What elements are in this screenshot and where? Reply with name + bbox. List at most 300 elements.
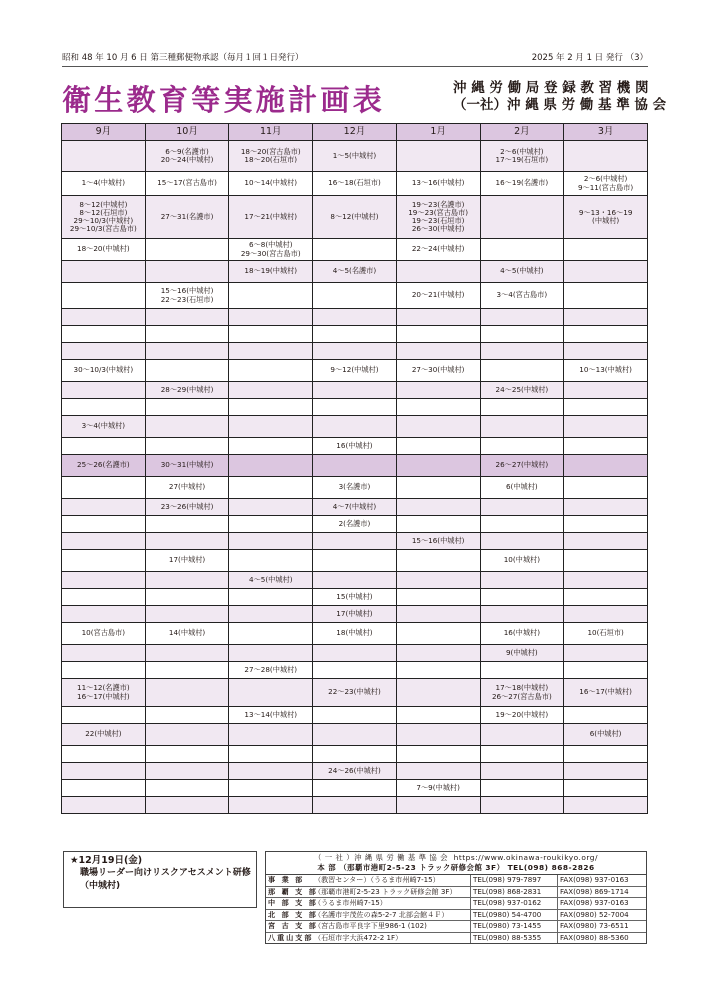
branch-address: （名護市宇茂佐の森5-2-7 北部会館４Ｆ） (312, 909, 471, 921)
schedule-cell (62, 589, 146, 606)
schedule-cell (229, 724, 313, 746)
schedule-cell (229, 533, 313, 550)
schedule-cell (229, 516, 313, 533)
schedule-cell: 19〜23(名護市) 19〜23(宮古島市) 19〜23(石垣市) 26〜30(中城村) (396, 196, 480, 239)
head-office-line: 本 部 （那覇市港町2-5-23 トラック研修会館 3F） TEL(098) 868-2826 (317, 863, 595, 872)
branch-address: （宮古島市平良字下里986-1 (102) (312, 921, 471, 933)
schedule-cell (480, 516, 564, 533)
schedule-row (62, 623, 648, 645)
schedule-cell (396, 623, 480, 645)
schedule-cell (229, 399, 313, 416)
schedule-cell (62, 662, 146, 679)
schedule-cell (313, 645, 397, 662)
schedule-cell (62, 645, 146, 662)
schedule-cell (396, 724, 480, 746)
schedule-cell (564, 239, 648, 261)
schedule-row (62, 382, 648, 399)
schedule-row (62, 780, 648, 797)
schedule-cell: 2〜6(中城村) 9〜11(宮古島市) (564, 172, 648, 196)
schedule-cell (62, 326, 146, 343)
branch-list (266, 875, 646, 943)
schedule-cell: 17〜18(中城村) 26〜27(宮古島市) (480, 679, 564, 707)
branch-fax: FAX(0980) 88-5360 (558, 932, 647, 943)
branch-fax: FAX(0980) 52-7004 (558, 909, 647, 921)
schedule-cell (564, 283, 648, 309)
schedule-row (62, 141, 648, 172)
schedule-cell: 22〜24(中城村) (396, 239, 480, 261)
schedule-cell (480, 438, 564, 455)
schedule-cell (313, 724, 397, 746)
schedule-cell (564, 261, 648, 283)
schedule-cell (313, 533, 397, 550)
schedule-cell (396, 763, 480, 780)
schedule-cell: 2(名護市) (313, 516, 397, 533)
schedule-cell (396, 309, 480, 326)
schedule-cell (62, 707, 146, 724)
schedule-row (62, 261, 648, 283)
schedule-cell (564, 499, 648, 516)
note-course-title: 職場リーダー向けリスクアセスメント研修 （中城村) (80, 868, 251, 891)
schedule-cell (229, 797, 313, 814)
schedule-cell (145, 399, 229, 416)
schedule-cell (229, 780, 313, 797)
schedule-cell (145, 662, 229, 679)
schedule-cell: 15〜16(中城村) (396, 533, 480, 550)
schedule-row (62, 533, 648, 550)
schedule-cell (229, 283, 313, 309)
schedule-cell: 16〜17(中城村) (564, 679, 648, 707)
schedule-cell (229, 623, 313, 645)
schedule-cell (62, 606, 146, 623)
branch-address: （石垣市字大浜472-2 1F） (312, 932, 471, 943)
note-date: ★12月19日(金) (70, 855, 143, 866)
schedule-cell (480, 780, 564, 797)
schedule-cell (229, 360, 313, 382)
schedule-row (62, 763, 648, 780)
schedule-cell (229, 382, 313, 399)
schedule-cell (564, 516, 648, 533)
branch-tel: TEL(098) 868-2831 (471, 886, 558, 898)
schedule-row (62, 196, 648, 239)
schedule-cell (564, 707, 648, 724)
postal-approval-text: 昭和 48 年 10 月 6 日 第三種郵便物承認（毎月１回１日発行） (62, 53, 304, 63)
schedule-cell: 1〜4(中城村) (62, 172, 146, 196)
schedule-cell: 7〜9(中城村) (396, 780, 480, 797)
schedule-cell: 18〜20(宮古島市) 18〜20(石垣市) (229, 141, 313, 172)
month-header: 10月 (145, 124, 229, 141)
schedule-row (62, 455, 648, 477)
schedule-cell: 3〜4(中城村) (62, 416, 146, 438)
schedule-cell: 14(中城村) (145, 623, 229, 645)
branch-tel: TEL(098) 937-0162 (471, 898, 558, 910)
schedule-cell (313, 399, 397, 416)
branch-tel: TEL(098) 979-7897 (471, 875, 558, 886)
contact-box (265, 851, 647, 944)
schedule-cell (564, 438, 648, 455)
branch-name: 北 部 支 部 (268, 909, 318, 919)
schedule-cell (313, 239, 397, 261)
schedule-cell (62, 438, 146, 455)
schedule-cell (564, 533, 648, 550)
schedule-cell (396, 343, 480, 360)
schedule-cell: 16(中城村) (480, 623, 564, 645)
schedule-row (62, 172, 648, 196)
schedule-cell (564, 455, 648, 477)
schedule-row (62, 606, 648, 623)
month-header: 2月 (480, 124, 564, 141)
branch-name: 那 覇 支 部 (268, 886, 318, 896)
branch-tel: TEL(0980) 54-4700 (471, 909, 558, 921)
schedule-cell (396, 662, 480, 679)
schedule-cell (229, 309, 313, 326)
schedule-cell (396, 516, 480, 533)
schedule-cell (62, 572, 146, 589)
schedule-cell (564, 797, 648, 814)
schedule-cell: 4〜5(中城村) (229, 572, 313, 589)
schedule-cell (480, 589, 564, 606)
schedule-cell: 17(中城村) (145, 550, 229, 572)
month-header: 12月 (313, 124, 397, 141)
schedule-cell: 19〜20(中城村) (480, 707, 564, 724)
schedule-cell (229, 343, 313, 360)
schedule-cell (229, 438, 313, 455)
month-header: 9月 (62, 124, 146, 141)
schedule-cell: 25〜26(名護市) (62, 455, 146, 477)
schedule-cell (564, 326, 648, 343)
organization-line-1: 沖 縄 労 働 局 登 録 教 習 機 関 (453, 80, 649, 96)
schedule-cell: 3〜4(宮古島市) (480, 283, 564, 309)
branch-address: （教習センター）（うるま市州崎7-15） (314, 875, 440, 884)
schedule-cell (396, 326, 480, 343)
schedule-cell (480, 746, 564, 763)
schedule-cell (396, 141, 480, 172)
branch-row (266, 921, 646, 933)
schedule-cell: 8〜12(中城村) 8〜12(石垣市) 29〜10/3(中城村) 29〜10/3(宮古島市) (62, 196, 146, 239)
schedule-row (62, 499, 648, 516)
schedule-cell (145, 438, 229, 455)
schedule-cell (480, 309, 564, 326)
schedule-cell (229, 589, 313, 606)
schedule-cell: 30〜10/3(中城村) (62, 360, 146, 382)
schedule-cell: 1〜5(中城村) (313, 141, 397, 172)
schedule-cell (229, 455, 313, 477)
schedule-cell (145, 679, 229, 707)
schedule-cell (229, 606, 313, 623)
schedule-cell (229, 550, 313, 572)
schedule-cell: 9〜12(中城村) (313, 360, 397, 382)
schedule-cell: 15〜17(宮古島市) (145, 172, 229, 196)
schedule-cell (480, 499, 564, 516)
schedule-cell: 10(中城村) (480, 550, 564, 572)
schedule-cell (480, 797, 564, 814)
schedule-cell (313, 326, 397, 343)
schedule-cell (145, 606, 229, 623)
schedule-cell (145, 261, 229, 283)
schedule-row (62, 309, 648, 326)
schedule-cell: 18〜19(中城村) (229, 261, 313, 283)
schedule-cell (480, 662, 564, 679)
masthead-line (62, 51, 648, 63)
schedule-cell: 18(中城村) (313, 623, 397, 645)
association-name: （ 一 社 ）沖 縄 県 労 働 基 準 協 会 (314, 853, 448, 862)
branch-tel: TEL(0980) 88-5355 (471, 932, 558, 943)
schedule-cell (396, 572, 480, 589)
schedule-row (62, 572, 648, 589)
schedule-cell (480, 360, 564, 382)
schedule-cell (396, 399, 480, 416)
special-course-note (63, 851, 257, 908)
branch-name: 事 業 部 (268, 875, 305, 884)
schedule-row (62, 679, 648, 707)
schedule-cell (62, 382, 146, 399)
schedule-cell (396, 438, 480, 455)
schedule-cell: 27〜31(名護市) (145, 196, 229, 239)
schedule-row (62, 416, 648, 438)
schedule-cell: 22(中城村) (62, 724, 146, 746)
schedule-row (62, 707, 648, 724)
schedule-cell (313, 309, 397, 326)
contact-header (266, 852, 646, 875)
schedule-cell (145, 533, 229, 550)
schedule-cell (564, 382, 648, 399)
schedule-cell (145, 707, 229, 724)
schedule-cell (62, 141, 146, 172)
schedule-cell (480, 533, 564, 550)
schedule-row (62, 326, 648, 343)
page-title: 衛生教育等実施計画表 (62, 83, 386, 117)
schedule-row (62, 589, 648, 606)
schedule-cell (564, 343, 648, 360)
schedule-cell (62, 261, 146, 283)
schedule-cell (229, 763, 313, 780)
schedule-cell (480, 606, 564, 623)
schedule-cell (229, 416, 313, 438)
schedule-cell (564, 746, 648, 763)
schedule-cell (313, 382, 397, 399)
schedule-cell: 10(宮古島市) (62, 623, 146, 645)
schedule-cell (396, 550, 480, 572)
schedule-cell (564, 606, 648, 623)
schedule-cell (313, 797, 397, 814)
schedule-cell (564, 141, 648, 172)
schedule-cell (62, 477, 146, 499)
schedule-cell (480, 239, 564, 261)
schedule-cell (229, 746, 313, 763)
masthead-rule (62, 66, 648, 67)
schedule-cell: 26〜27(中城村) (480, 455, 564, 477)
schedule-cell: 4〜5(中城村) (480, 261, 564, 283)
schedule-cell: 27(中城村) (145, 477, 229, 499)
schedule-cell (62, 797, 146, 814)
schedule-table (61, 123, 648, 814)
schedule-cell (564, 550, 648, 572)
schedule-cell: 6(中城村) (480, 477, 564, 499)
schedule-cell (62, 550, 146, 572)
schedule-cell: 6〜8(中城村) 29〜30(宮古島市) (229, 239, 313, 261)
schedule-cell (145, 309, 229, 326)
schedule-cell (480, 416, 564, 438)
schedule-cell: 10(石垣市) (564, 623, 648, 645)
schedule-cell: 6(中城村) (564, 724, 648, 746)
schedule-row (62, 438, 648, 455)
schedule-cell (145, 360, 229, 382)
schedule-row (62, 360, 648, 382)
schedule-cell (62, 499, 146, 516)
schedule-cell (396, 679, 480, 707)
schedule-row (62, 797, 648, 814)
schedule-cell: 13〜16(中城村) (396, 172, 480, 196)
branch-address: （うるま市州崎7-15） (312, 898, 471, 910)
schedule-cell (313, 550, 397, 572)
schedule-row (62, 343, 648, 360)
schedule-cell: 9(中城村) (480, 645, 564, 662)
schedule-row (62, 399, 648, 416)
branch-name: 八重山支部 (268, 932, 314, 942)
month-header: 11月 (229, 124, 313, 141)
schedule-cell (62, 343, 146, 360)
schedule-cell (62, 533, 146, 550)
schedule-cell (564, 589, 648, 606)
schedule-cell (396, 645, 480, 662)
schedule-cell (229, 326, 313, 343)
schedule-cell (396, 477, 480, 499)
schedule-row (62, 239, 648, 261)
schedule-cell (564, 645, 648, 662)
schedule-cell: 24〜25(中城村) (480, 382, 564, 399)
issue-date-text: 2025 年 2 月 1 日 発行 （3） (531, 53, 648, 63)
schedule-cell (313, 746, 397, 763)
organization-block (453, 80, 666, 114)
month-header: 1月 (396, 124, 480, 141)
schedule-cell (564, 763, 648, 780)
schedule-cell: 3(名護市) (313, 477, 397, 499)
schedule-cell: 16〜19(名護市) (480, 172, 564, 196)
schedule-cell (62, 516, 146, 533)
schedule-cell (313, 707, 397, 724)
schedule-cell (145, 572, 229, 589)
schedule-cell (145, 724, 229, 746)
schedule-cell (396, 455, 480, 477)
schedule-cell (480, 196, 564, 239)
schedule-cell: 13〜14(中城村) (229, 707, 313, 724)
schedule-cell: 16(中城村) (313, 438, 397, 455)
schedule-cell (145, 416, 229, 438)
schedule-cell (313, 780, 397, 797)
schedule-cell (229, 645, 313, 662)
schedule-cell (145, 239, 229, 261)
schedule-body (62, 141, 648, 814)
schedule-cell (396, 382, 480, 399)
schedule-cell (62, 283, 146, 309)
schedule-cell: 18〜20(中城村) (62, 239, 146, 261)
schedule-cell: 10〜13(中城村) (564, 360, 648, 382)
branch-row (266, 909, 646, 921)
schedule-cell (480, 343, 564, 360)
schedule-cell (564, 662, 648, 679)
branch-fax: FAX(098) 937-0163 (558, 898, 647, 910)
schedule-cell (396, 261, 480, 283)
schedule-cell: 4〜7(中城村) (313, 499, 397, 516)
schedule-cell: 24〜26(中城村) (313, 763, 397, 780)
schedule-cell: 30〜31(中城村) (145, 455, 229, 477)
schedule-cell (480, 399, 564, 416)
schedule-row (62, 283, 648, 309)
schedule-cell (480, 763, 564, 780)
schedule-cell (396, 797, 480, 814)
branch-row (266, 932, 646, 943)
schedule-cell (564, 780, 648, 797)
schedule-cell (313, 662, 397, 679)
schedule-cell (313, 455, 397, 477)
schedule-cell (396, 499, 480, 516)
organization-line-2: （一社）沖 縄 県 労 働 基 準 協 会 (453, 97, 667, 113)
schedule-cell (396, 707, 480, 724)
schedule-cell (564, 309, 648, 326)
branch-row (266, 886, 646, 898)
schedule-cell (396, 606, 480, 623)
schedule-row (62, 550, 648, 572)
schedule-cell: 6〜9(名護市) 20〜24(中城村) (145, 141, 229, 172)
schedule-cell (145, 326, 229, 343)
branch-address: （那覇市港町2-5-23 トラック研修会館 3F） (312, 886, 471, 898)
website-link[interactable]: https://www.okinawa-roukikyo.org/ (453, 853, 598, 862)
schedule-cell (62, 780, 146, 797)
schedule-cell (313, 283, 397, 309)
schedule-cell (564, 477, 648, 499)
schedule-cell: 27〜30(中城村) (396, 360, 480, 382)
branch-fax: FAX(0980) 73-6511 (558, 921, 647, 933)
schedule-cell (145, 516, 229, 533)
schedule-cell: 10〜14(中城村) (229, 172, 313, 196)
schedule-cell (145, 763, 229, 780)
schedule-cell: 2〜6(中城村) 17〜19(石垣市) (480, 141, 564, 172)
schedule-cell: 17〜21(中城村) (229, 196, 313, 239)
schedule-cell (62, 309, 146, 326)
schedule-cell: 15(中城村) (313, 589, 397, 606)
schedule-row (62, 724, 648, 746)
schedule-cell (229, 477, 313, 499)
schedule-cell (145, 589, 229, 606)
branch-name: 宮 古 支 部 (268, 921, 318, 930)
schedule-cell: 8〜12(中城村) (313, 196, 397, 239)
schedule-cell (313, 416, 397, 438)
schedule-cell: 17(中城村) (313, 606, 397, 623)
schedule-row (62, 477, 648, 499)
schedule-cell (313, 572, 397, 589)
branch-row (266, 898, 646, 910)
schedule-cell (564, 399, 648, 416)
month-header: 3月 (564, 124, 648, 141)
schedule-cell (480, 724, 564, 746)
schedule-cell (396, 416, 480, 438)
branch-name: 中 部 支 部 (268, 898, 318, 907)
schedule-cell: 22〜23(中城村) (313, 679, 397, 707)
schedule-cell (396, 746, 480, 763)
schedule-cell (313, 343, 397, 360)
schedule-cell (62, 763, 146, 780)
schedule-row (62, 645, 648, 662)
schedule-cell (229, 499, 313, 516)
branch-fax: FAX(098) 869-1714 (558, 886, 647, 898)
schedule-cell (145, 746, 229, 763)
schedule-cell: 11〜12(名護市) 16〜17(中城村) (62, 679, 146, 707)
schedule-row (62, 662, 648, 679)
schedule-cell: 15〜16(中城村) 22〜23(石垣市) (145, 283, 229, 309)
schedule-cell (145, 343, 229, 360)
schedule-cell: 9〜13・16〜19 (中城村) (564, 196, 648, 239)
schedule-row (62, 746, 648, 763)
schedule-cell (396, 589, 480, 606)
